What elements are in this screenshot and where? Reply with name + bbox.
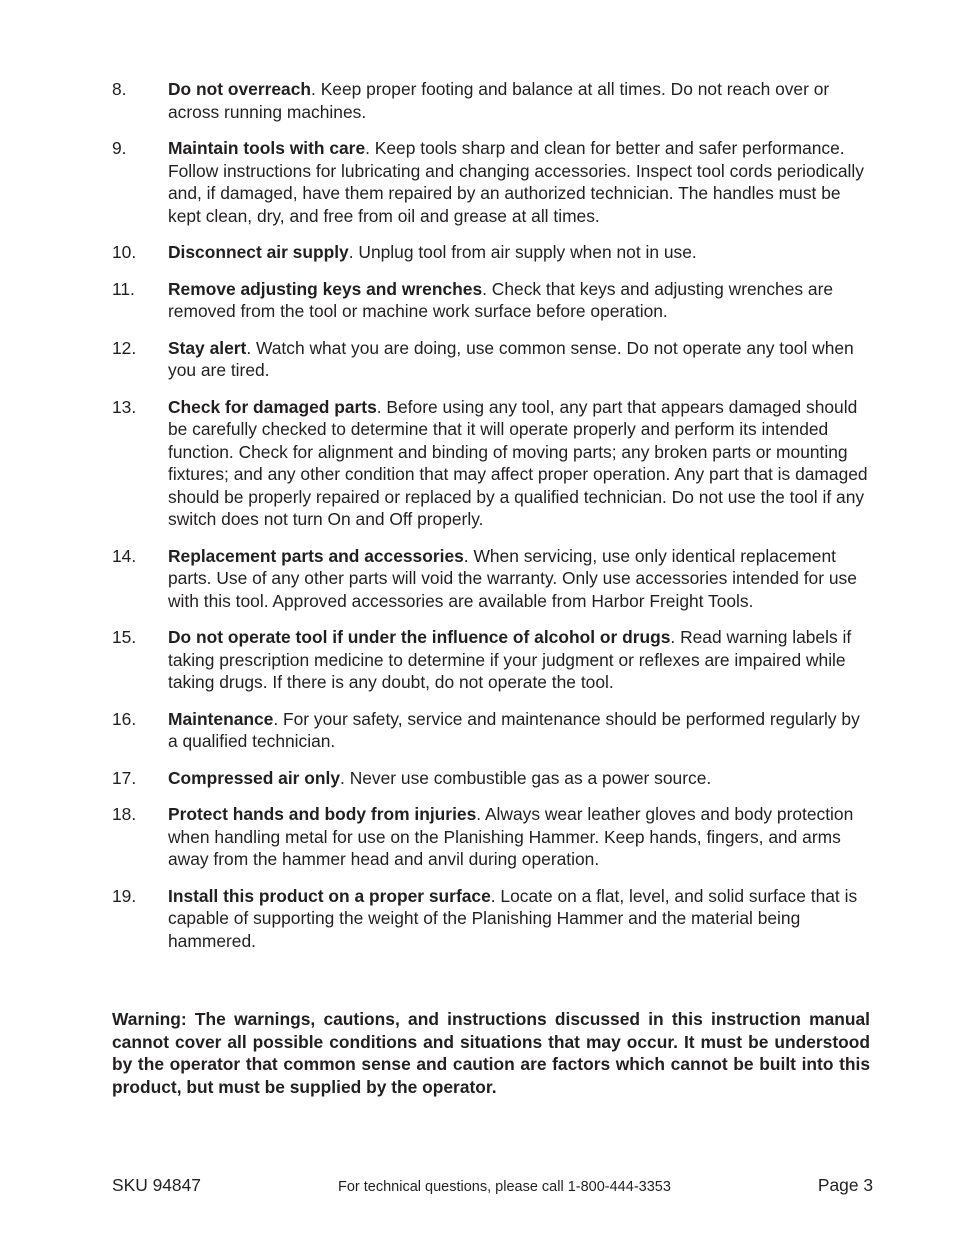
warning-paragraph: Warning: The warnings, cautions, and instructions discussed in this instruction manual cannot cover all possible conditions and situations that may occur. It must be understood by the operator that common sense and caution are factors which cannot be built into this product, but must be supplied by the operator. <box>112 1009 870 1097</box>
item-number: 10. <box>112 242 137 262</box>
footer-sku: SKU 94847 <box>112 1175 201 1195</box>
item-number: 14. <box>112 545 137 566</box>
item-title: Replacement parts and accessories <box>168 545 464 566</box>
item-title: Do not operate tool if under the influence of alcohol or drugs <box>168 627 671 647</box>
item-text: . Watch what you are doing, use common sense. Do not operate any tool when you are tired. <box>168 337 854 380</box>
footer-page-number: Page 3 <box>817 1175 873 1195</box>
item-body <box>168 885 872 953</box>
item-body <box>168 545 872 613</box>
item-number: 8. <box>112 79 127 99</box>
list-item <box>112 803 872 871</box>
item-body <box>168 626 872 694</box>
list-item <box>112 708 872 753</box>
item-body <box>168 278 872 323</box>
item-text: . Unplug tool from air supply when not in use. <box>348 242 697 262</box>
item-title: Check for damaged parts <box>168 396 377 417</box>
item-title: Compressed air only <box>168 767 341 788</box>
item-number: 19. <box>112 885 137 906</box>
item-number: 15. <box>112 627 137 647</box>
item-title: Remove adjusting keys and wrenches <box>168 278 483 299</box>
item-text: . Keep proper footing and balance at all times. Do not reach over or across running machines. <box>168 79 830 122</box>
item-body <box>168 137 872 227</box>
item-text: . For your safety, service and maintenance should be performed regularly by a qualified technician. <box>168 708 860 751</box>
item-title: Install this product on a proper surface <box>168 885 491 906</box>
item-number: 17. <box>112 767 137 788</box>
list-item <box>112 545 872 613</box>
item-text: . Check that keys and adjusting wrenches are removed from the tool or machine work surface before operation. <box>168 278 834 321</box>
list-item <box>112 278 872 323</box>
item-body <box>168 241 872 264</box>
list-item <box>112 337 872 382</box>
item-number: 12. <box>112 337 137 358</box>
item-body <box>168 337 872 382</box>
item-number: 13. <box>112 396 137 417</box>
item-text: . Never use combustible gas as a power source. <box>340 767 712 788</box>
item-body <box>168 767 872 790</box>
item-text: . Read warning labels if taking prescription medicine to determine if your judgment or reflexes are impaired while taking drugs. If there is any doubt, do not operate the tool. <box>168 627 852 692</box>
item-text: . Before using any tool, any part that appears damaged should be carefully checked to determine that it will operate properly and perform its intended function. Check for alignment and binding of moving parts; any broken parts or mounting fixtures; and any other condition that may affect proper operation. Any part that is damaged should be properly repaired or replaced by a qualified technician. Do not use the tool if any switch does not turn On and Off properly. <box>168 396 868 529</box>
item-body <box>168 708 872 753</box>
footer-tech-support: For technical questions, please call 1-800-444-3353 <box>338 1179 671 1195</box>
item-number: 16. <box>112 708 137 729</box>
item-number: 18. <box>112 804 137 824</box>
item-number: 11. <box>112 278 135 299</box>
item-title: Disconnect air supply <box>168 242 349 262</box>
list-item <box>112 396 872 531</box>
item-text: . Always wear leather gloves and body protection when handling metal for use on the Planishing Hammer. Keep hands, fingers, and arms away from the hammer head and anvil during operation. <box>168 804 854 869</box>
item-body <box>168 803 872 871</box>
item-text: . When servicing, use only identical replacement parts. Use of any other parts will void the warranty. Only use accessories intended for use with this tool. Approved accessories are available from Harbor Freight Tools. <box>168 545 857 611</box>
item-text: . Keep tools sharp and clean for better and safer performance. Follow instructions for lubricating and changing accessories. Inspect tool cords periodically and, if damaged, have them repaired by an authorized technician. The handles must be kept clean, dry, and free from oil and grease at all times. <box>168 138 864 226</box>
list-item <box>112 626 872 694</box>
item-text: . Locate on a flat, level, and solid surface that is capable of supporting the weight of the Planishing Hammer and the material being hammered. <box>168 885 858 951</box>
item-title: Stay alert <box>168 337 247 358</box>
item-body <box>168 396 872 531</box>
list-item <box>112 241 872 264</box>
safety-instructions-list <box>112 78 872 966</box>
list-item <box>112 767 872 790</box>
item-title: Maintenance <box>168 708 274 729</box>
item-title: Do not overreach <box>168 79 312 99</box>
list-item <box>112 137 872 227</box>
list-item <box>112 885 872 953</box>
item-title: Protect hands and body from injuries <box>168 804 477 824</box>
item-body <box>168 78 872 123</box>
item-title: Maintain tools with care <box>168 138 366 158</box>
list-item <box>112 78 872 123</box>
item-number: 9. <box>112 138 127 158</box>
